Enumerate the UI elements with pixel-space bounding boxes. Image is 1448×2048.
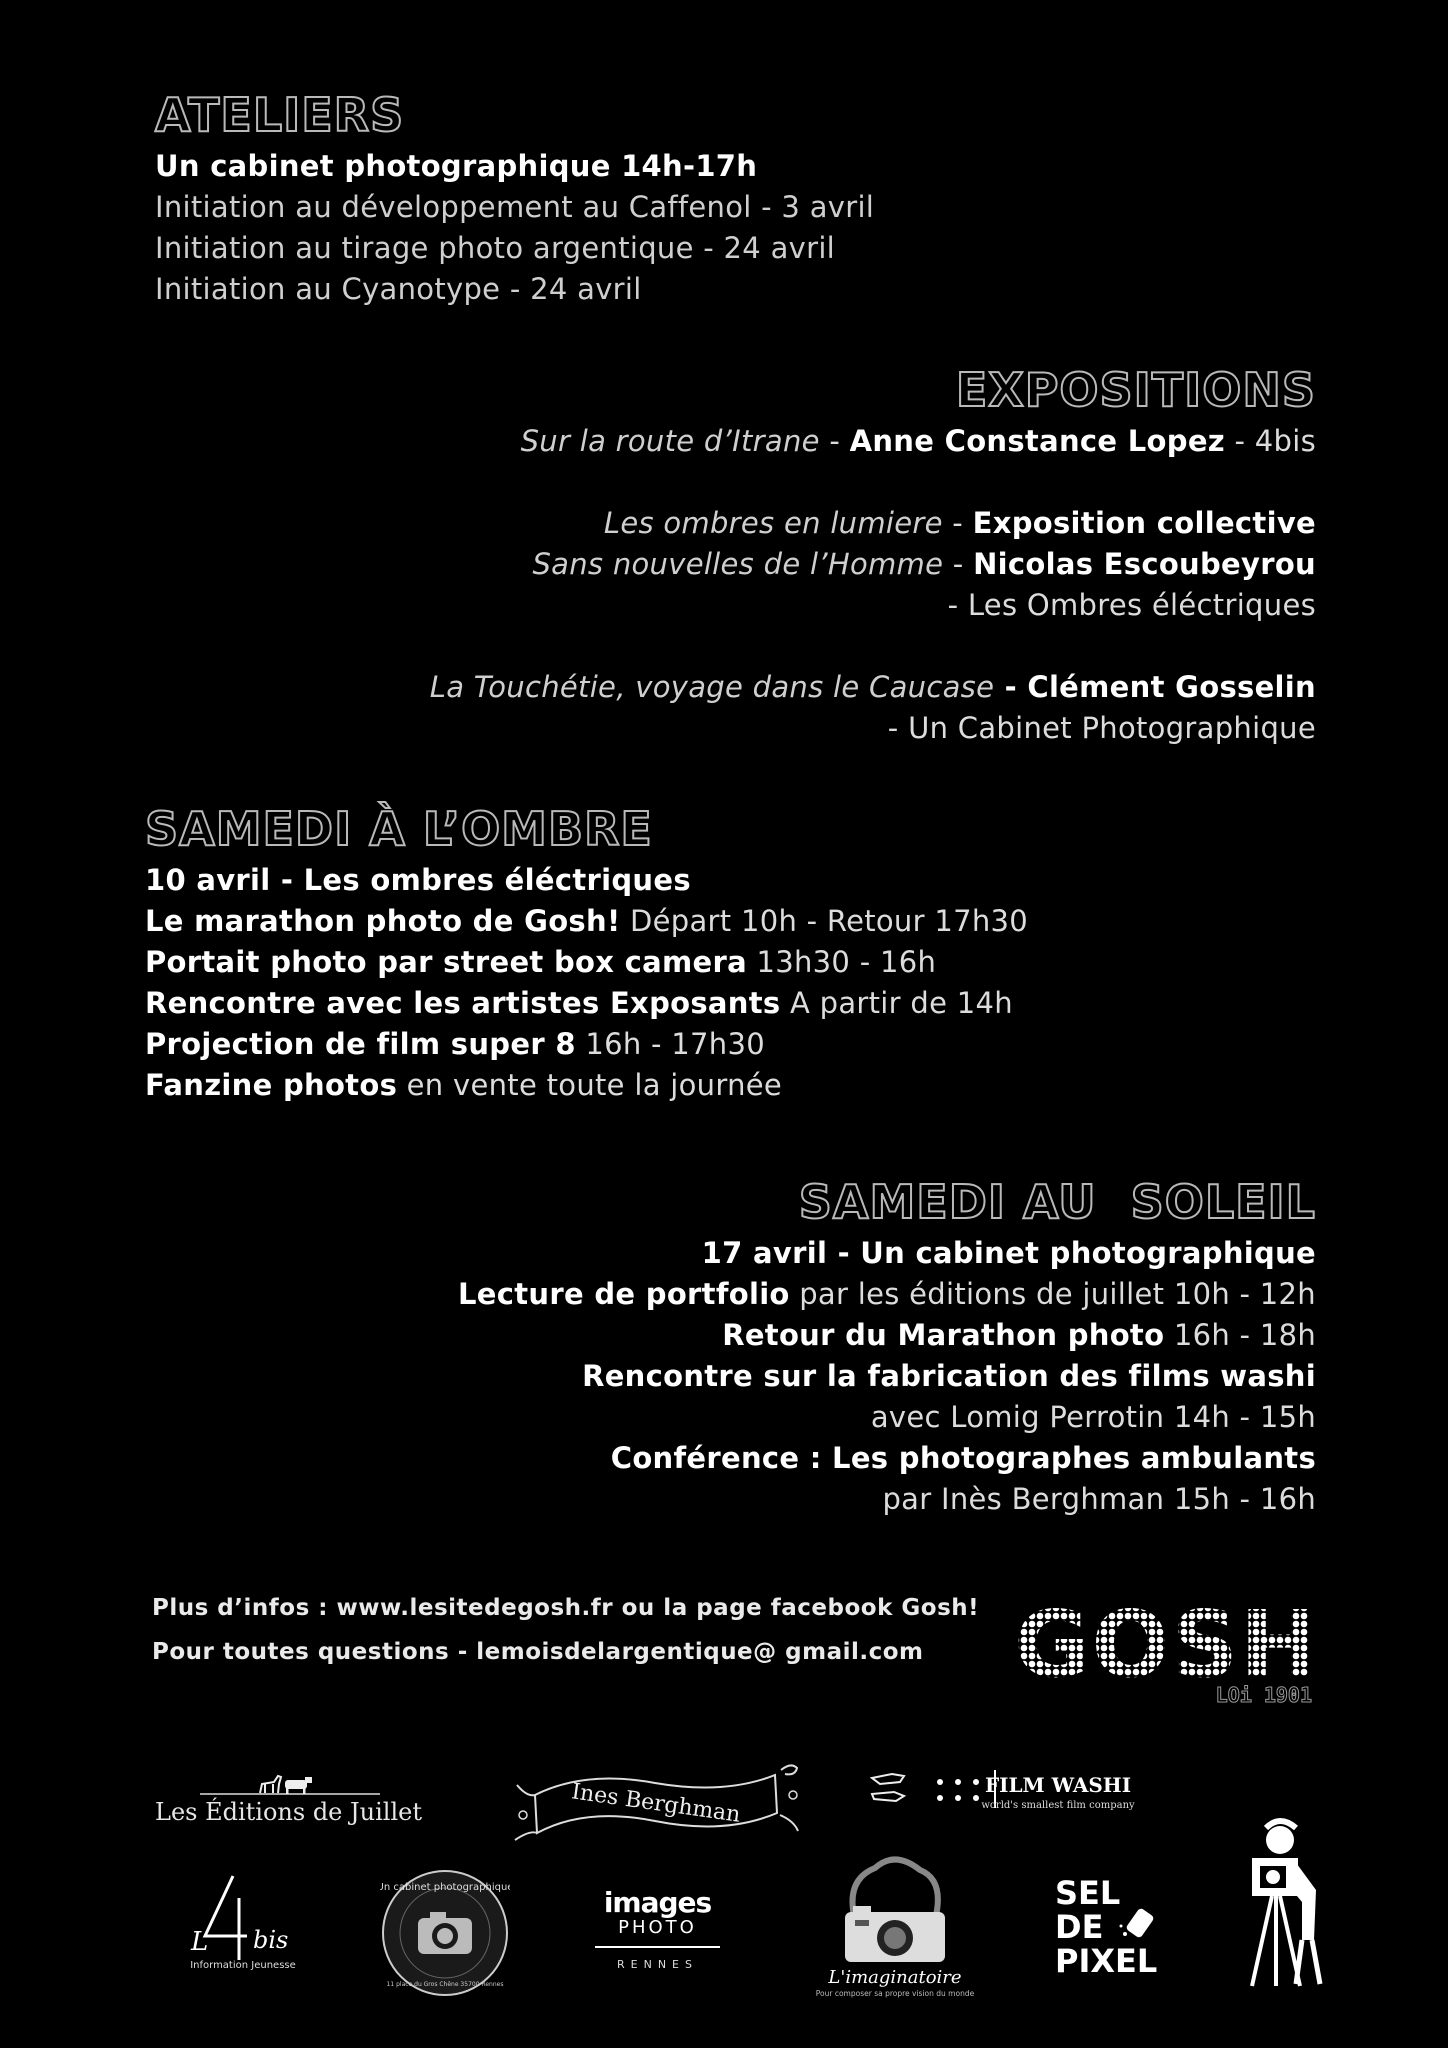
item-detail: par les éditions de juillet 10h - 12h — [789, 1277, 1316, 1311]
item-title: Retour du Marathon photo — [722, 1318, 1165, 1352]
sel-de-pixel-logo — [1055, 1876, 1175, 1986]
exposition-entry — [430, 503, 1316, 544]
samedi-ombre-section — [145, 800, 1028, 1106]
exposition-place: - Un Cabinet Photographique — [887, 711, 1316, 745]
le-4bis-graphic — [183, 1868, 303, 1978]
gosh-logo — [1012, 1596, 1320, 1706]
exposition-place: - Les Ombres éléctriques — [947, 588, 1316, 622]
svg-text:L: L — [191, 1927, 209, 1957]
exposition-entry — [430, 667, 1316, 708]
samedi-soleil-item — [458, 1274, 1316, 1315]
cabinet-photographique-logo — [380, 1868, 510, 1998]
exposition-entry — [430, 421, 1316, 462]
cabinet-badge-graphic — [380, 1868, 510, 1998]
horse-cow-icon — [155, 1768, 425, 1798]
samedi-ombre-item — [145, 942, 1028, 983]
exposition-artist: Exposition collective — [972, 506, 1316, 540]
film-washi-logo — [870, 1768, 1210, 1818]
ines-text: Ines Berghman — [569, 1779, 742, 1828]
samedi-soleil-item: Conférence : Les photographes ambulants — [610, 1441, 1316, 1475]
item-detail: 13h30 - 16h — [746, 945, 937, 979]
item-title: Fanzine photos — [145, 1068, 398, 1102]
ateliers-item: Initiation au développement au Caffenol - 3 avril — [155, 190, 875, 224]
samedi-soleil-heading: SAMEDI AU SOLEIL — [798, 1175, 1316, 1229]
ateliers-heading: ATELIERS — [155, 88, 405, 142]
editions-juillet-text: Les Éditions de Juillet — [155, 1798, 422, 1826]
samedi-ombre-item — [145, 1024, 1028, 1065]
exposition-title: Sur la route d’Itrane — [520, 424, 820, 458]
item-detail: A partir de 14h — [780, 986, 1013, 1020]
le-4bis-logo — [183, 1868, 303, 1978]
item-detail: en vente toute la journée — [397, 1068, 783, 1102]
exposition-artist: Clément Gosselin — [1027, 670, 1316, 704]
item-title: Rencontre avec les artistes Exposants — [145, 986, 781, 1020]
ines-berghman-logo — [505, 1755, 805, 1865]
film-washi-graphic — [870, 1768, 1210, 1818]
samedi-soleil-section — [458, 1173, 1316, 1520]
item-detail: 16h - 18h — [1164, 1318, 1316, 1352]
film-washi-sub: world's smallest film company — [981, 1800, 1135, 1811]
item-title: Lecture de portfolio — [458, 1277, 790, 1311]
samedi-soleil-item: Rencontre sur la fabrication des films washi — [582, 1359, 1316, 1393]
cabinet-address: 11 place du Gros Chêne 35700 Rennes — [386, 1981, 504, 1988]
photographer-illustration — [1232, 1810, 1332, 1990]
vintage-photographer-icon — [1232, 1810, 1332, 1990]
exposition-separator: - — [942, 506, 973, 540]
exposition-separator: - — [943, 547, 974, 581]
images-photo-rennes-logo — [595, 1888, 720, 1978]
gosh-logo-text: GOSH — [1014, 1596, 1319, 1698]
editions-juillet-logo — [155, 1768, 425, 1828]
pixel-text: PIXEL — [1055, 1942, 1158, 1980]
samedi-ombre-heading: SAMEDI À L’OMBRE — [145, 802, 653, 856]
item-title: Projection de film super 8 — [145, 1027, 576, 1061]
item-title: Portait photo par street box camera — [145, 945, 747, 979]
samedi-soleil-detail: par Inès Berghman 15h - 16h — [882, 1482, 1316, 1516]
de-text: DE — [1055, 1908, 1104, 1946]
svg-text:bis: bis — [253, 1926, 289, 1954]
le-4bis-sub: Information Jeunesse — [190, 1960, 296, 1971]
item-detail: Départ 10h - Retour 17h30 — [620, 904, 1029, 938]
footer-info — [152, 1586, 979, 1674]
exposition-place: - 4bis — [1224, 424, 1316, 458]
ateliers-item: Initiation au Cyanotype - 24 avril — [155, 272, 642, 306]
samedi-ombre-item — [145, 1065, 1028, 1106]
item-title: Le marathon photo de Gosh! — [145, 904, 621, 938]
photo-text: PHOTO — [595, 1918, 720, 1948]
exposition-separator: - — [994, 670, 1028, 704]
expositions-section — [430, 361, 1316, 749]
samedi-ombre-date: 10 avril - Les ombres éléctriques — [145, 863, 691, 897]
exposition-title: Sans nouvelles de l’Homme — [532, 547, 944, 581]
film-washi-text: FILM WASHI — [984, 1773, 1132, 1797]
samedi-soleil-item — [458, 1315, 1316, 1356]
exposition-title: La Touchétie, voyage dans le Caucase — [429, 670, 995, 704]
exposition-title: Les ombres en lumiere — [603, 506, 943, 540]
exposition-entry — [430, 544, 1316, 585]
gosh-logo-graphic — [1012, 1596, 1320, 1706]
samedi-ombre-item — [145, 901, 1028, 942]
rennes-text: RENNES — [617, 1958, 698, 1971]
contact-text: Pour toutes questions - lemoisdelargentique@ gmail.com — [152, 1639, 924, 1665]
ines-banner-graphic — [505, 1755, 805, 1865]
exposition-separator: - — [819, 424, 850, 458]
images-text: images — [603, 1886, 712, 1919]
imaginatoire-logo — [795, 1840, 995, 2000]
ateliers-section — [155, 86, 874, 310]
gosh-logo-sub: LOi 1901 — [1215, 1683, 1312, 1706]
ateliers-subtitle: Un cabinet photographique 14h-17h — [155, 149, 758, 183]
samedi-ombre-item — [145, 983, 1028, 1024]
imaginatoire-text: L'imaginatoire — [828, 1967, 962, 1988]
samedi-soleil-date: 17 avril - Un cabinet photographique — [701, 1236, 1316, 1270]
imaginatoire-graphic — [795, 1840, 995, 2000]
more-info-text: Plus d’infos : www.lesitedegosh.fr ou la page facebook Gosh! — [152, 1595, 980, 1621]
exposition-artist: Anne Constance Lopez — [849, 424, 1225, 458]
salt-shaker-icon — [1117, 1896, 1167, 1946]
item-detail: 16h - 17h30 — [575, 1027, 765, 1061]
ateliers-item: Initiation au tirage photo argentique - 24 avril — [155, 231, 836, 265]
cabinet-text: Un cabinet photographique — [380, 1882, 510, 1893]
exposition-artist: Nicolas Escoubeyrou — [973, 547, 1316, 581]
sel-text: SEL — [1055, 1874, 1121, 1912]
imaginatoire-sub: Pour composer sa propre vision du monde — [815, 1989, 975, 1998]
expositions-heading: EXPOSITIONS — [955, 363, 1316, 417]
samedi-soleil-detail: avec Lomig Perrotin 14h - 15h — [870, 1400, 1316, 1434]
